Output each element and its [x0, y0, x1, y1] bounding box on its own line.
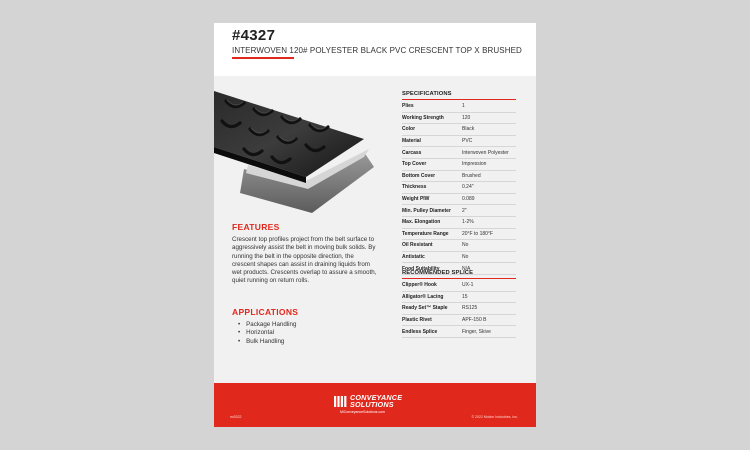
spec-value: UX-1 — [462, 280, 516, 291]
conveyance-solutions-logo — [334, 393, 416, 417]
applications-list — [238, 321, 296, 346]
list-item: • Package Handling — [238, 321, 296, 329]
mi-logo-icon — [334, 394, 348, 408]
splice-table — [402, 280, 516, 338]
spec-value: 20°F to 180°F — [462, 228, 516, 240]
table-row — [402, 135, 516, 147]
spec-label: Oil Resistant — [402, 240, 462, 252]
spec-label: Top Cover — [402, 158, 462, 170]
spec-value: PVC — [462, 135, 516, 147]
spec-label: Material — [402, 135, 462, 147]
table-row — [402, 314, 516, 326]
spec-value: RS125 — [462, 303, 516, 315]
logo-text-line1: CONVEYANCE — [350, 393, 403, 402]
sheet-footer — [214, 383, 536, 427]
table-row — [402, 251, 516, 263]
logo-text-line2: SOLUTIONS — [350, 400, 394, 409]
features-heading: FEATURES — [232, 222, 280, 232]
spec-label: Temperature Range — [402, 228, 462, 240]
table-row — [402, 240, 516, 252]
table-row — [402, 216, 516, 228]
spec-label: Antistatic — [402, 251, 462, 263]
list-item: • Bulk Handling — [238, 338, 296, 346]
spec-label: Weight PIW — [402, 193, 462, 205]
splice-rule — [402, 278, 516, 279]
splice-heading: RECOMMENDED SPLICE — [402, 270, 474, 276]
table-row — [402, 291, 516, 303]
table-row — [402, 205, 516, 217]
table-row — [402, 326, 516, 338]
spec-value: 2" — [462, 205, 516, 217]
spec-label: Min. Pulley Diameter — [402, 205, 462, 217]
spec-value: 15 — [462, 291, 516, 303]
spec-value: N/A — [462, 263, 516, 275]
spec-value: Impression — [462, 158, 516, 170]
table-row — [402, 280, 516, 291]
spec-label: Bottom Cover — [402, 170, 462, 182]
spec-value: Finger, Skive — [462, 326, 516, 338]
spec-label: Color — [402, 124, 462, 136]
spec-value: 0.089 — [462, 193, 516, 205]
spec-value: Brushed — [462, 170, 516, 182]
spec-label: Endless Splice — [402, 326, 462, 338]
table-row — [402, 147, 516, 159]
spec-value: No — [462, 251, 516, 263]
table-row — [402, 124, 516, 136]
spec-label: Ready Set™ Staple — [402, 303, 462, 315]
document-code: mi0322 — [230, 415, 242, 419]
table-row — [402, 112, 516, 124]
spec-label: Plastic Rivet — [402, 314, 462, 326]
list-item: • Horizontal — [238, 329, 296, 337]
sheet-header — [214, 23, 536, 76]
spec-value: 120 — [462, 112, 516, 124]
spec-value: Black — [462, 124, 516, 136]
spec-label: Max. Elongation — [402, 216, 462, 228]
table-row — [402, 182, 516, 194]
table-row — [402, 170, 516, 182]
specifications-rule — [402, 99, 516, 100]
table-row — [402, 228, 516, 240]
spec-value: No — [462, 240, 516, 252]
spec-value: 1 — [462, 101, 516, 112]
spec-label: Alligator® Lacing — [402, 291, 462, 303]
spec-label: Plies — [402, 101, 462, 112]
spec-value: 0.24" — [462, 182, 516, 194]
table-row — [402, 101, 516, 112]
product-number: #4327 — [232, 27, 276, 44]
specifications-heading: SPECIFICATIONS — [402, 91, 452, 97]
copyright-text: © 2022 Motion Industries, Inc. — [471, 415, 518, 419]
spec-label: Food Suitability — [402, 263, 462, 275]
specifications-table — [402, 101, 516, 275]
belt-product-image — [214, 77, 374, 217]
website-link[interactable]: MiConveyanceSolutions.com — [340, 410, 386, 414]
spec-value: Interwoven Polyester — [462, 147, 516, 159]
spec-label: Carcass — [402, 147, 462, 159]
spec-label: Clipper® Hook — [402, 280, 462, 291]
spec-value: APF-150 B — [462, 314, 516, 326]
spec-label: Working Strength — [402, 112, 462, 124]
spec-value: 1-2% — [462, 216, 516, 228]
product-name: INTERWOVEN 120# POLYESTER BLACK PVC CRESCENT TOP X BRUSHED — [232, 46, 522, 55]
title-underline — [232, 57, 294, 59]
spec-label: Thickness — [402, 182, 462, 194]
table-row — [402, 158, 516, 170]
features-text: Crescent top profiles project from the belt surface to aggressively assist the belt in moving bulk solids. By running the belt in the opposite direction, the crescent shapes can assist in draining liquids from wet products. Crescents overlap to assure a smooth, quiet running on return rolls. — [232, 236, 377, 285]
applications-heading: APPLICATIONS — [232, 307, 299, 317]
table-row — [402, 303, 516, 315]
spec-sheet — [214, 23, 536, 427]
table-row — [402, 193, 516, 205]
